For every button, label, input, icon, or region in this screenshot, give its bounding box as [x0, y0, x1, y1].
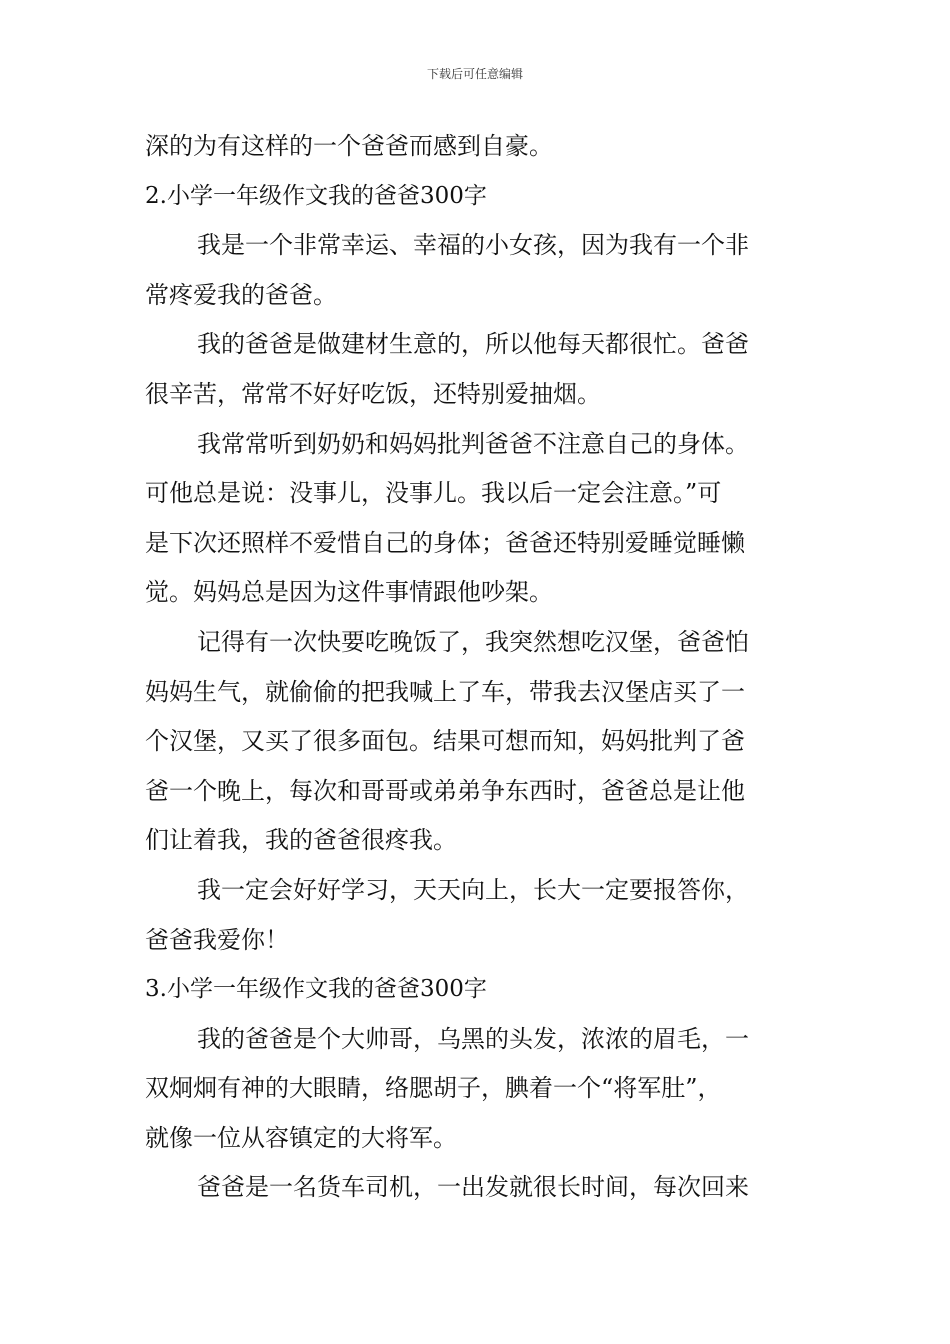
text-line: 就像一位从容镇定的大将军。 — [145, 1123, 457, 1152]
text-line: 很辛苦，常常不好好吃饭，还特别爱抽烟。 — [145, 379, 601, 408]
text-line: 我常常听到奶奶和妈妈批判爸爸不注意自己的身体。 — [197, 429, 749, 458]
text-line: 个汉堡，又买了很多面包。结果可想而知，妈妈批判了爸 — [145, 727, 745, 756]
text-line: 常疼爱我的爸爸。 — [145, 280, 337, 309]
text-line: 双炯炯有神的大眼睛，络腮胡子，腆着一个“将军肚”， — [145, 1074, 722, 1103]
text-line: 是下次还照样不爱惜自己的身体；爸爸还特别爱睡觉睡懒 — [145, 528, 745, 557]
text-line: 我的爸爸是个大帅哥，乌黑的头发，浓浓的眉毛，一 — [197, 1024, 749, 1053]
text-line: 爸一个晚上，每次和哥哥或弟弟争东西时，爸爸总是让他 — [145, 776, 745, 805]
text-line: 记得有一次快要吃晚饭了，我突然想吃汉堡，爸爸怕 — [197, 627, 749, 656]
section-heading: 2.小学一年级作文我的爸爸300字 — [145, 182, 487, 209]
text-line: 我一定会好好学习，天天向上，长大一定要报答你， — [197, 875, 749, 904]
text-line: 深的为有这样的一个爸爸而感到自豪。 — [145, 132, 553, 160]
document-body — [145, 128, 810, 1219]
text-line: 我的爸爸是做建材生意的，所以他每天都很忙。爸爸 — [197, 330, 749, 359]
text-line: 可他总是说：没事儿，没事儿。我以后一定会注意。”可 — [145, 479, 722, 508]
text-line: 我是一个非常幸运、幸福的小女孩，因为我有一个非 — [197, 231, 749, 260]
text-line: 觉。妈妈总是因为这件事情跟他吵架。 — [145, 578, 553, 607]
text-line: 爸爸我爱你！ — [145, 925, 289, 954]
page-header: 下载后可任意编辑 — [426, 67, 523, 81]
text-line: 爸爸是一名货车司机，一出发就很长时间，每次回来 — [197, 1173, 749, 1202]
text-line: 妈妈生气，就偷偷的把我喊上了车，带我去汉堡店买了一 — [145, 677, 745, 706]
section-heading: 3.小学一年级作文我的爸爸300字 — [145, 976, 487, 1003]
text-line: 们让着我，我的爸爸很疼我。 — [145, 826, 457, 855]
